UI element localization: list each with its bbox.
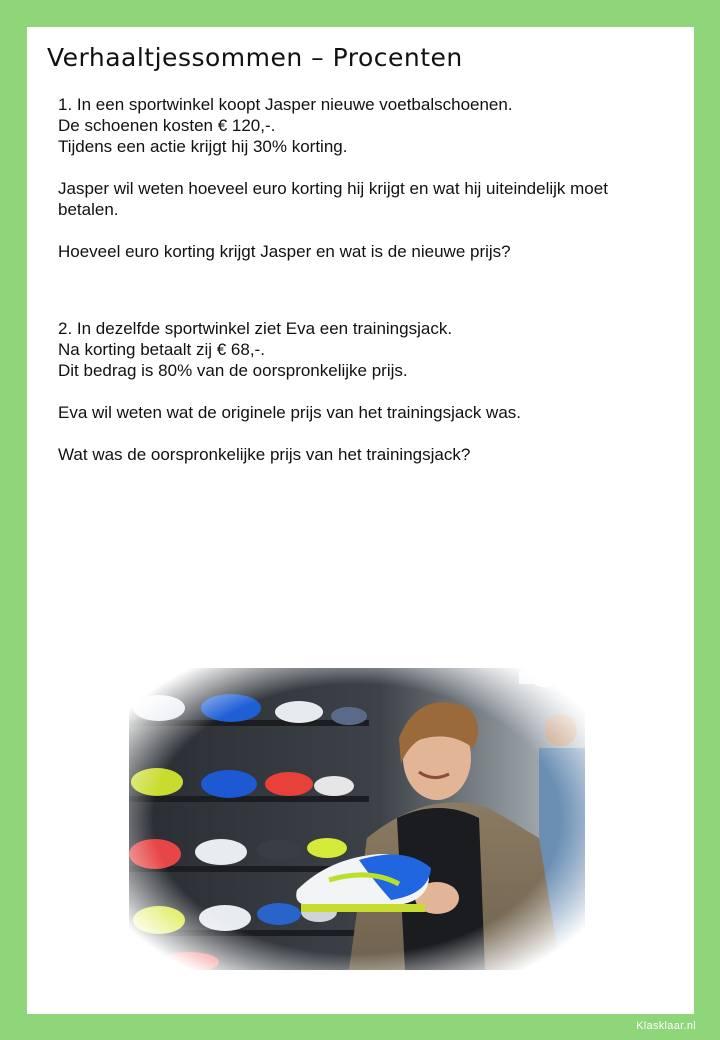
problem-2 xyxy=(58,318,668,465)
problem-1-line-3: Tijdens een actie krijgt hij 30% korting. xyxy=(58,137,348,156)
problem-1-question: Hoeveel euro korting krijgt Jasper en wat is de nieuwe prijs? xyxy=(58,242,511,261)
problem-1-line-2: De schoenen kosten € 120,-. xyxy=(58,116,276,135)
problem-2-line-1: 2. In dezelfde sportwinkel ziet Eva een trainingsjack. xyxy=(58,319,453,338)
worksheet-page xyxy=(27,27,694,1014)
problem-1-line-1: 1. In een sportwinkel koopt Jasper nieuwe voetbalschoenen. xyxy=(58,95,513,114)
problem-2-line-2: Na korting betaalt zij € 68,-. xyxy=(58,340,265,359)
problem-2-context: Eva wil weten wat de originele prijs van het trainingsjack was. xyxy=(58,403,522,422)
problem-2-question: Wat was de oorspronkelijke prijs van het trainingsjack? xyxy=(58,445,471,464)
problem-2-line-3: Dit bedrag is 80% van de oorspronkelijke prijs. xyxy=(58,361,408,380)
page-title: Verhaaltjessommen – Procenten xyxy=(47,43,463,72)
shoe-store-photo xyxy=(129,668,585,970)
problem-1-context: Jasper wil weten hoeveel euro korting hij krijgt en wat hij uiteindelijk moet betalen. xyxy=(58,179,608,219)
footer-brand: Klasklaar.nl xyxy=(636,1020,696,1032)
problem-1 xyxy=(58,94,668,262)
